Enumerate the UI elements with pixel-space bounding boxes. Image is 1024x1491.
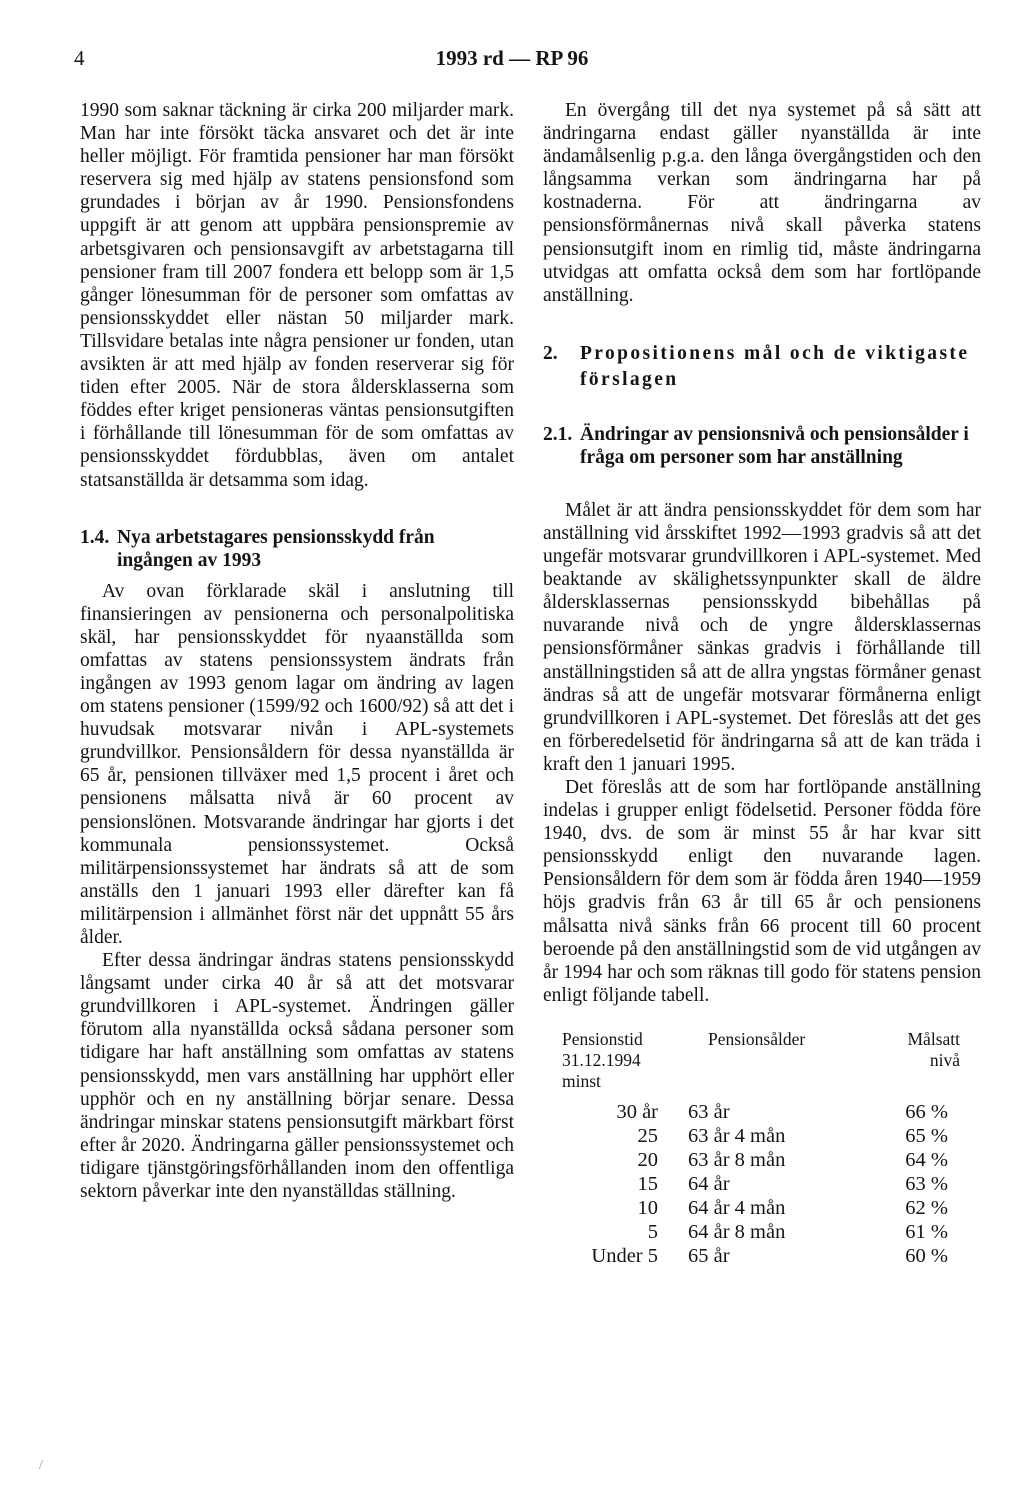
table-row: 20 63 år 8 mån 64 %: [637, 1148, 948, 1171]
table-row: Under 5 65 år 60 %: [591, 1244, 948, 1267]
section-title: Ändringar av pensionsnivå och pensionsålder i fråga om personer som har anställning: [580, 423, 969, 468]
section-heading-2-1: [543, 423, 981, 469]
section-heading-2: [543, 341, 981, 393]
scan-mark: \: [33, 1458, 47, 1473]
paragraph-funding: 1990 som saknar täckning är cirka 200 miljarder mark. Man har inte försökt täcka ansvaret och det är inte heller möjligt. För framtida pensioner har man försökt reservera sig med hjälp av statens pensionsfond som grundades i början av år 1990. Pensionsfondens uppgift är att genom att uppbära pensionspremie av arbetsgivaren och pensionsavgift av arbetstagarna till pensioner fram till 2007 fondera ett belopp som är 1,5 gånger lönesumman för de personer som omfattas av pensionsskyddet eller nästan 50 miljarder mark. Tillsvidare betalas inte några pensioner ur fonden, utan avsikten är att med hjälp av fonden reserverar sig för tiden efter 2005. När de stora åldersklasserna som föddes efter kriget pensioneras väntas pensionsutgiften i förhållande till lönesumman för de som omfattas av pensionsskyddet fördubblas, även om antalet statsanställda är detsamma som idag.: [80, 100, 514, 491]
table-row: 10 64 år 4 mån 62 %: [637, 1196, 948, 1219]
section-title: Nya arbetstagares pensionsskydd från ingången av 1993: [117, 526, 435, 571]
header-malsatt-niva: Målsatt nivå: [907, 1028, 960, 1070]
section-number: 2.: [543, 342, 558, 364]
paragraph-groups: Det föreslås att de som har fortlöpande anställning indelas i grupper enligt födelsetid. Personer födda före 1940, dvs. de som är minst 55 år har kvar sitt pensionsskydd enligt den nuvarande lagen. Pensionsåldern för dem som är födda åren 1940—1959 höjs gradvis från 63 år till 65 år och pensionens målsatta nivå sänks från 66 procent till 60 procent beroende på den anställningstid som de vid utgången av år 1994 har och som räknas till godo för statens pension enligt följande tabell.: [543, 776, 981, 1006]
header-pensionstid: Pensionstid 31.12.1994 minst: [562, 1028, 643, 1091]
left-column: [80, 99, 514, 1203]
table-row: 5 64 år 8 mån 61 %: [647, 1220, 948, 1243]
header-pensionsalder: Pensionsålder: [708, 1028, 806, 1049]
pension-table: [540, 1029, 964, 1268]
right-column: [543, 99, 981, 1268]
section-title: Propositionens mål och de viktigaste förslagen: [580, 342, 970, 390]
page-header-title: 1993 rd — RP 96: [435, 46, 589, 70]
table-header-row: [540, 1029, 964, 1092]
paragraph-goal: Målet är att ändra pensionsskyddet för dem som har anställning vid årsskiftet 1992—1993 gradvis så att det ungefär motsvarar grundvillkoren i APL-systemet. Med beaktande av skälighetssynpunkter skall de äldre åldersklassernas pensionsskydd bibehållas på nuvarande nivå och de yngre åldersklassernas pensionsförmåner sänkas gradvis i förhållande till anställningstiden så att de allra yngstas förmåner genast ändras så att de ungefär motsvarar förmånerna enligt grundvillkoren i APL-systemet. Det föreslås att det ges en förberedelsetid för ändringarna så att de kan träda i kraft den 1 januari 1995.: [543, 499, 981, 775]
table-row: 15 64 år 63 %: [637, 1172, 948, 1195]
paragraph-changes: Efter dessa ändringar ändras statens pensionsskydd långsamt under cirka 40 år så att det motsvarar grundvillkoren i APL-systemet. Ändringen gäller förutom alla nyanställda också sådana personer som tidigare har haft anställning som omfattas av statens pensionsskydd, men vars anställning har upphört eller upphör och en ny anställning börjar senare. Dessa ändringar minskar statens pensionsutgift märkbart först efter år 2020. Ändringarna gäller pensionssystemet och tidigare tjänstgöringsförhållanden inom den offentliga sektorn påverkar inte den nyanställdas ställning.: [80, 950, 514, 1203]
section-number: 2.1.: [543, 423, 573, 445]
table-row: 30 år 63 år 66 %: [616, 1100, 948, 1123]
paragraph-transition: En övergång till det nya systemet på så sätt att ändringarna endast gäller nyanställda är inte ändamålsenlig p.g.a. den långa övergångstiden och den långsamma verkan som ändringarna har på kostnaderna. För att ändringarna av pensionsförmånernas nivå skall påverka statens pensionsutgift inom en rimlig tid, måste ändringarna utvidgas att omfatta också dem som har fortlöpande anställning.: [543, 100, 981, 306]
page-number: 4: [74, 46, 85, 70]
section-heading-1-4: [80, 526, 514, 572]
section-number: 1.4.: [80, 526, 110, 548]
table-row: 25 63 år 4 mån 65 %: [637, 1124, 948, 1147]
paragraph-new-employees: Av ovan förklarade skäl i anslutning till finansieringen av pensionerna och personalpolitiska skäl, har pensionsskyddet för nyaanställda som omfattas av statens pensionssystem ändrats från ingången av 1993 genom lagar om ändring av lagen om statens pensioner (1599/92 och 1600/92) så att det i huvudsak motsvarar nivån i APL-systemets grundvillkor. Pensionsåldern för dessa nyanställda är 65 år, pensionen tillväxer med 1,5 procent i året och pensionens målsatta nivå är 60 procent av pensionslönen. Motsvarande ändringar har gjorts i det kommunala pensionssystemet. Också militärpensionssystemet har ändrats så att de som anställs den 1 januari 1993 eller därefter kan få militärpension i allmänhet först när det uppnått 55 års ålder.: [80, 580, 514, 948]
